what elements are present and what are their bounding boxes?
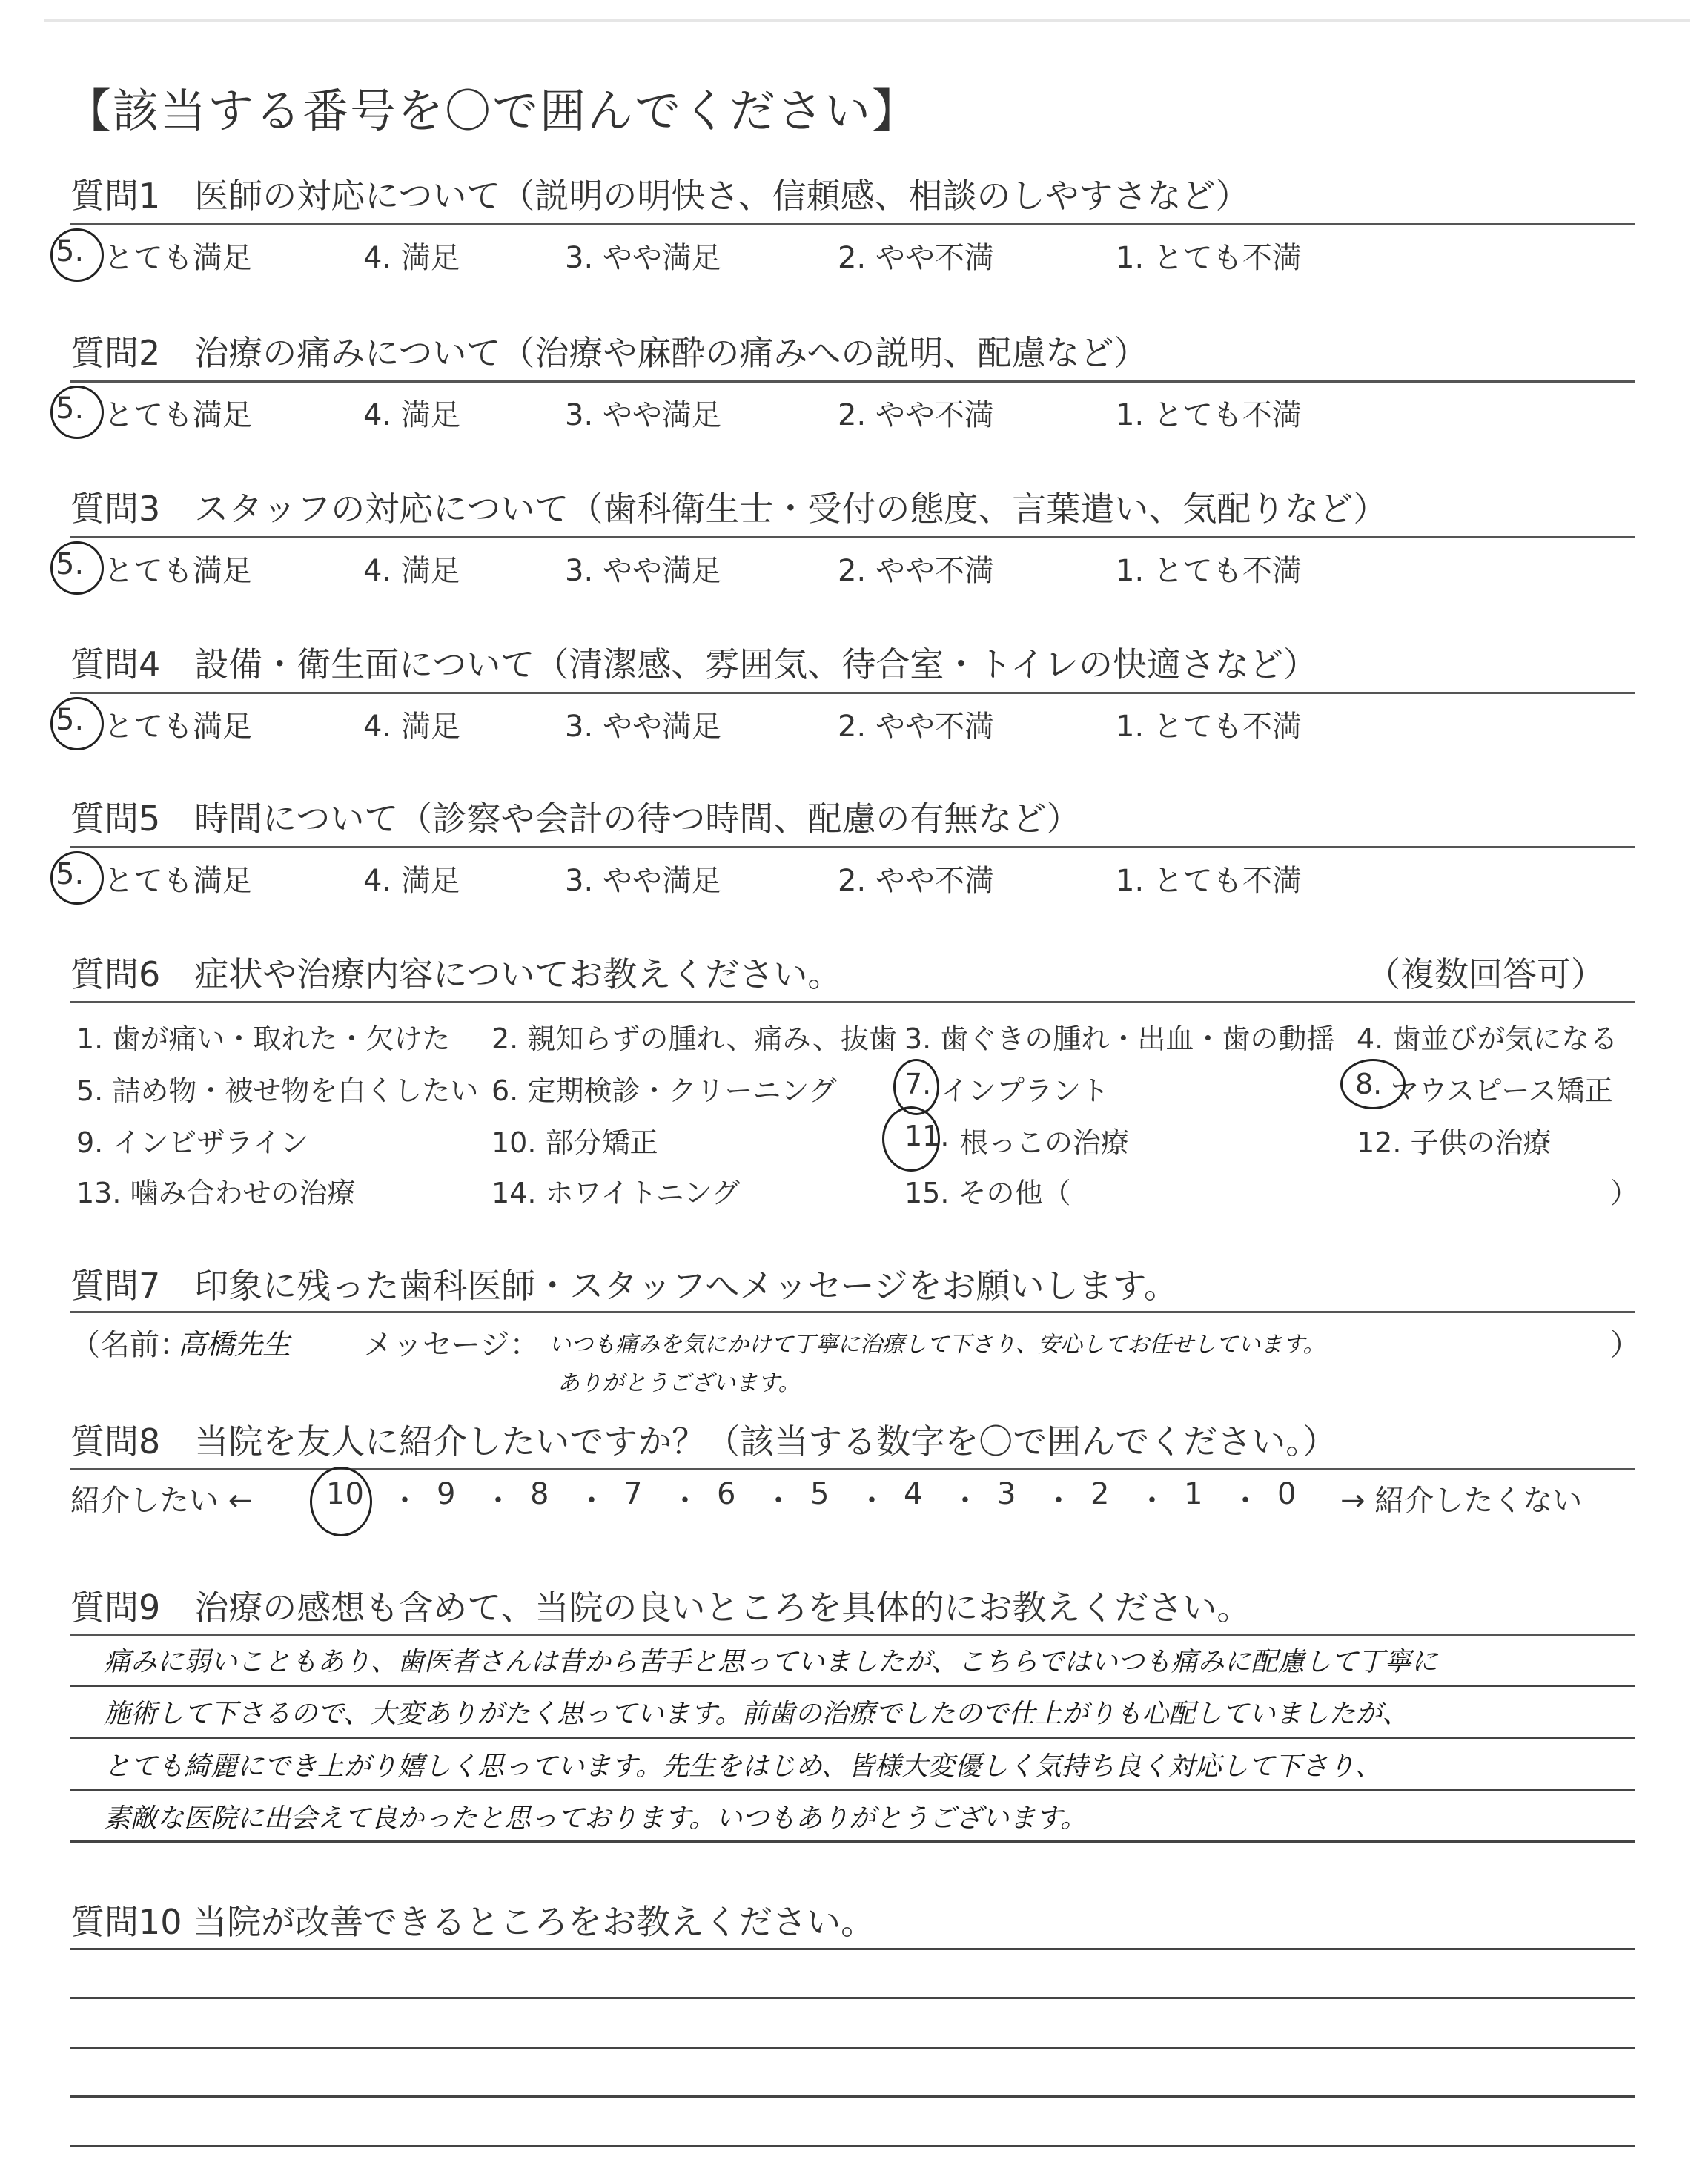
q5-selected-circle [50,851,104,905]
q2-option-4[interactable]: 2. やや不満 [838,398,994,432]
q8-scale-2[interactable]: 2 [1090,1477,1110,1511]
q10-line-2[interactable] [70,1997,1635,1999]
scan-top-edge [44,19,1690,22]
q4-option-2[interactable]: 4. 満足 [363,710,460,744]
q2-rule [70,380,1635,383]
q4-selected-circle [50,697,104,750]
q9-handwriting-line-3[interactable]: とても綺麗にでき上がり嬉しく思っています。先生をはじめ、皆様大変優しく気持ち良く対応して下さり、 [104,1751,1382,1782]
q5-option-5[interactable]: 1. とても不満 [1116,864,1302,898]
q5-option-3[interactable]: 3. やや満足 [565,864,721,898]
q7-rule [70,1311,1635,1313]
q6-option-4[interactable]: 4. 歯並びが気になる [1357,1023,1618,1055]
q1-option-4[interactable]: 2. やや不満 [838,241,994,275]
q9-writing-line [70,1840,1635,1843]
q3-option-1[interactable]: とても満足 [104,554,252,588]
q8-scale-6[interactable]: 6 [717,1477,736,1511]
q6-option-13[interactable]: 13. 噛み合わせの治療 [76,1177,356,1209]
q8-scale-10[interactable]: 10 [326,1477,364,1511]
q8-selected-circle [310,1467,372,1536]
q10-line-4[interactable] [70,2095,1635,2098]
q6-option-8-number[interactable]: 8. [1355,1068,1383,1100]
q8-separator: ・ [857,1484,887,1518]
q7-message-line-2[interactable]: ありがとうございます。 [557,1370,801,1396]
q2-option-5[interactable]: 1. とても不満 [1116,398,1302,432]
q8-scale-4[interactable]: 4 [904,1477,923,1511]
q2-option-3[interactable]: 3. やや満足 [565,398,721,432]
q4-option-5[interactable]: 1. とても不満 [1116,710,1302,744]
q2-title: 質問2 治療の痛みについて（治療や麻酔の痛みへの説明、配慮など） [70,333,1148,373]
q1-option-1[interactable]: とても満足 [104,241,252,275]
instruction-header: 【該当する番号を〇で囲んでください】 [65,84,920,138]
q4-option-4[interactable]: 2. やや不満 [838,710,994,744]
q8-scale-0[interactable]: 0 [1277,1477,1297,1511]
q5-option-1[interactable]: とても満足 [104,864,252,898]
q10-line-3[interactable] [70,2047,1635,2049]
q1-option-3[interactable]: 3. やや満足 [565,241,721,275]
q8-scale-1[interactable]: 1 [1184,1477,1203,1511]
q10-title: 質問10 当院が改善できるところをお教えください。 [70,1902,875,1942]
q9-writing-line [70,1737,1635,1739]
q5-option-4[interactable]: 2. やや不満 [838,864,994,898]
q6-rule [70,1001,1635,1003]
q6-title: 質問6 症状や治療内容についてお教えください。 [70,954,842,994]
q1-rule [70,223,1635,225]
q6-note: （複数回答可） [1366,954,1605,994]
q6-option-7-label[interactable]: インプラント [940,1074,1110,1107]
q8-scale-3[interactable]: 3 [997,1477,1016,1511]
q3-option-0[interactable]: 5. [56,547,85,581]
q10-line-1[interactable] [70,1948,1635,1950]
q8-separator: ・ [670,1484,700,1518]
q8-scale-9[interactable]: 9 [437,1477,456,1511]
q3-option-4[interactable]: 2. やや不満 [838,554,994,588]
q1-selected-circle [50,228,104,282]
q4-rule [70,692,1635,694]
q8-right-label: → 紹介したくない [1340,1484,1583,1518]
q1-option-2[interactable]: 4. 満足 [363,241,460,275]
q7-name-label: （名前： [70,1328,189,1362]
q9-handwriting-line-1[interactable]: 痛みに弱いこともあり、歯医者さんは昔から苦手と思っていましたが、こちらではいつも痛みに配慮して丁寧に [104,1647,1438,1677]
q5-rule [70,846,1635,848]
q1-title: 質問1 医師の対応について（説明の明快さ、信頼感、相談のしやすさなど） [70,176,1250,216]
q6-option-15[interactable]: 15. その他（ [904,1177,1071,1209]
q9-writing-line [70,1789,1635,1791]
q7-title: 質問7 印象に残った歯科医師・スタッフへメッセージをお願いします。 [70,1266,1178,1306]
q6-option-7-number[interactable]: 7. [904,1068,932,1100]
q9-rule [70,1634,1635,1636]
q4-title: 質問4 設備・衛生面について（清潔感、雰囲気、待合室・トイレの快適さなど） [70,644,1318,684]
q8-scale-7[interactable]: 7 [623,1477,643,1511]
q8-separator: ・ [390,1484,420,1518]
q8-separator: ・ [483,1484,513,1518]
q3-option-3[interactable]: 3. やや満足 [565,554,721,588]
q6-option-3[interactable]: 3. 歯ぐきの腫れ・出血・歯の動揺 [904,1023,1335,1055]
q9-handwriting-line-2[interactable]: 施術して下さるので、大変ありがたく思っています。前歯の治療でしたので仕上がりも心配していましたが、 [104,1699,1409,1729]
q8-separator: ・ [1231,1484,1260,1518]
q6-option-5[interactable]: 5. 詰め物・被せ物を白くしたい [76,1074,479,1107]
q6-option-15-close: ） [1610,1177,1639,1209]
q5-title: 質問5 時間について（診察や会計の待つ時間、配慮の有無など） [70,799,1081,839]
q8-scale-8[interactable]: 8 [530,1477,549,1511]
q6-option-11-label[interactable]: 根っこの治療 [960,1126,1130,1159]
q8-separator: ・ [577,1484,606,1518]
q7-message-line-1[interactable]: いつも痛みを気にかけて丁寧に治療して下さり、安心してお任せしています。 [549,1332,1325,1358]
q7-message-label: メッセージ： [363,1328,540,1362]
q2-option-0[interactable]: 5. [56,392,85,426]
q8-scale-5[interactable]: 5 [810,1477,830,1511]
q10-line-5[interactable] [70,2145,1635,2147]
q9-handwriting-line-4[interactable]: 素敵な医院に出会えて良かったと思っております。いつもありがとうございます。 [104,1803,1088,1834]
q3-option-2[interactable]: 4. 満足 [363,554,460,588]
q6-option-8-label[interactable]: マウスピース矯正 [1391,1074,1613,1107]
q8-rule [70,1468,1635,1470]
q5-option-2[interactable]: 4. 満足 [363,864,460,898]
q5-option-0[interactable]: 5. [56,857,85,891]
q8-separator: ・ [1044,1484,1073,1518]
q6-option-1[interactable]: 1. 歯が痛い・取れた・欠けた [76,1023,451,1055]
q6-option-12[interactable]: 12. 子供の治療 [1357,1126,1552,1159]
q6-option-6[interactable]: 6. 定期検診・クリーニング [491,1074,837,1107]
q3-title: 質問3 スタッフの対応について（歯科衛生士・受付の態度、言葉遣い、気配りなど） [70,489,1388,529]
q6-option-10[interactable]: 10. 部分矯正 [491,1126,658,1159]
q4-option-3[interactable]: 3. やや満足 [565,710,721,744]
q1-option-5[interactable]: 1. とても不満 [1116,241,1302,275]
q3-rule [70,536,1635,538]
q6-option-14[interactable]: 14. ホワイトニング [491,1177,741,1209]
q6-option-9[interactable]: 9. インビザライン [76,1126,309,1159]
q4-option-1[interactable]: とても満足 [104,710,252,744]
q2-selected-circle [50,386,104,439]
q6-option-2[interactable]: 2. 親知らずの腫れ、痛み、抜歯 [491,1023,897,1055]
q6-option-11-number[interactable]: 11. [904,1120,950,1152]
q3-selected-circle [50,541,104,595]
q9-title: 質問9 治療の感想も含めて、当院の良いところを具体的にお教えください。 [70,1588,1251,1628]
q1-option-0[interactable]: 5. [56,234,85,268]
q4-option-0[interactable]: 5. [56,703,85,737]
q8-separator: ・ [950,1484,980,1518]
q8-separator: ・ [764,1484,793,1518]
q6-selected-11-circle [882,1106,940,1172]
q2-option-1[interactable]: とても満足 [104,398,252,432]
q2-option-2[interactable]: 4. 満足 [363,398,460,432]
q3-option-5[interactable]: 1. とても不満 [1116,554,1302,588]
q7-name-value[interactable]: 高橋先生 [178,1328,291,1361]
q7-close: ） [1610,1328,1640,1362]
q8-title: 質問8 当院を友人に紹介したいですか？（該当する数字を〇で囲んでください。） [70,1421,1337,1462]
q9-writing-line [70,1685,1635,1687]
q8-separator: ・ [1137,1484,1167,1518]
q8-left-label: 紹介したい ← [70,1484,254,1518]
q6-selected-8-circle [1340,1059,1406,1109]
